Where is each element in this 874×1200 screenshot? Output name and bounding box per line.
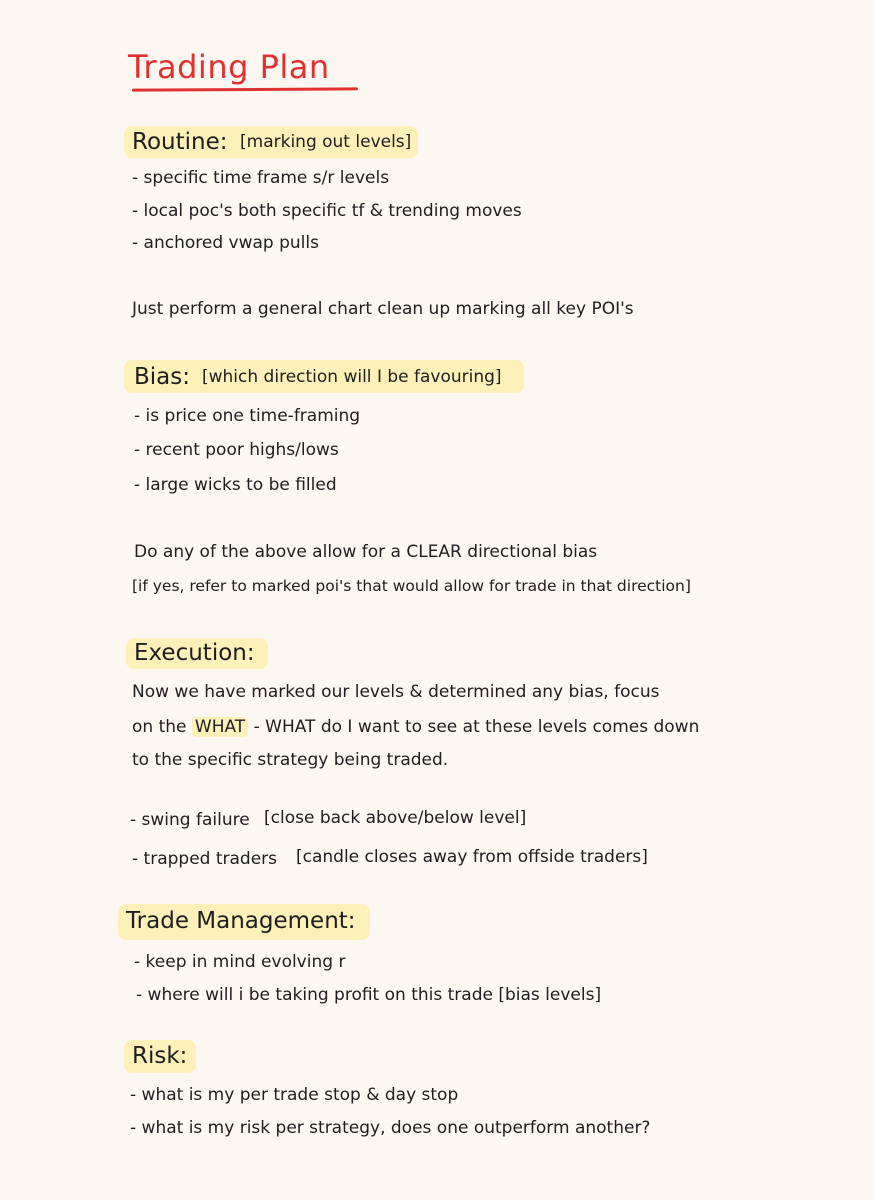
execution-item-2: - trapped traders xyxy=(132,849,278,869)
bias-note: Do any of the above allow for a CLEAR directional bias xyxy=(134,542,598,562)
routine-item-1: - specific time frame s/r levels xyxy=(132,168,390,188)
what-highlight: WHAT xyxy=(192,717,248,737)
management-item-1: - keep in mind evolving r xyxy=(134,952,346,972)
routine-item-2: - local poc's both specific tf & trending moves xyxy=(132,201,522,221)
execution-line-2 xyxy=(132,717,699,737)
risk-item-1: - what is my per trade stop & day stop xyxy=(130,1085,459,1105)
risk-heading: Risk: xyxy=(132,1043,188,1069)
bias-item-1: - is price one time-framing xyxy=(134,406,361,426)
execution-line-3: to the specific strategy being traded. xyxy=(132,750,449,770)
page-title: Trading Plan xyxy=(128,48,330,86)
routine-subtitle: [marking out levels] xyxy=(240,132,412,152)
title-underline xyxy=(132,87,358,91)
execution-heading: Execution: xyxy=(134,640,255,666)
routine-item-3: - anchored vwap pulls xyxy=(132,233,319,253)
routine-note: Just perform a general chart clean up marking all key POI's xyxy=(132,299,634,319)
management-item-2: - where will i be taking profit on this trade [bias levels] xyxy=(136,985,602,1005)
execution-line-1: Now we have marked our levels & determined any bias, focus xyxy=(132,682,660,702)
bias-item-2: - recent poor highs/lows xyxy=(134,440,339,460)
routine-heading: Routine: xyxy=(132,129,228,155)
execution-line-2-pre: on the xyxy=(132,717,187,737)
bias-heading: Bias: xyxy=(134,364,190,390)
execution-item-1: - swing failure xyxy=(130,810,250,830)
execution-item-1-note: [close back above/below level] xyxy=(264,808,527,828)
bias-item-3: - large wicks to be filled xyxy=(134,475,337,495)
management-heading: Trade Management: xyxy=(126,908,356,934)
execution-line-2-post: - WHAT do I want to see at these levels comes down xyxy=(253,717,700,737)
execution-item-2-note: [candle closes away from offside traders] xyxy=(296,847,648,867)
risk-item-2: - what is my risk per strategy, does one outperform another? xyxy=(130,1118,651,1138)
bias-note-2: [if yes, refer to marked poi's that would allow for trade in that direction] xyxy=(132,577,691,595)
bias-subtitle: [which direction will I be favouring] xyxy=(202,367,502,387)
